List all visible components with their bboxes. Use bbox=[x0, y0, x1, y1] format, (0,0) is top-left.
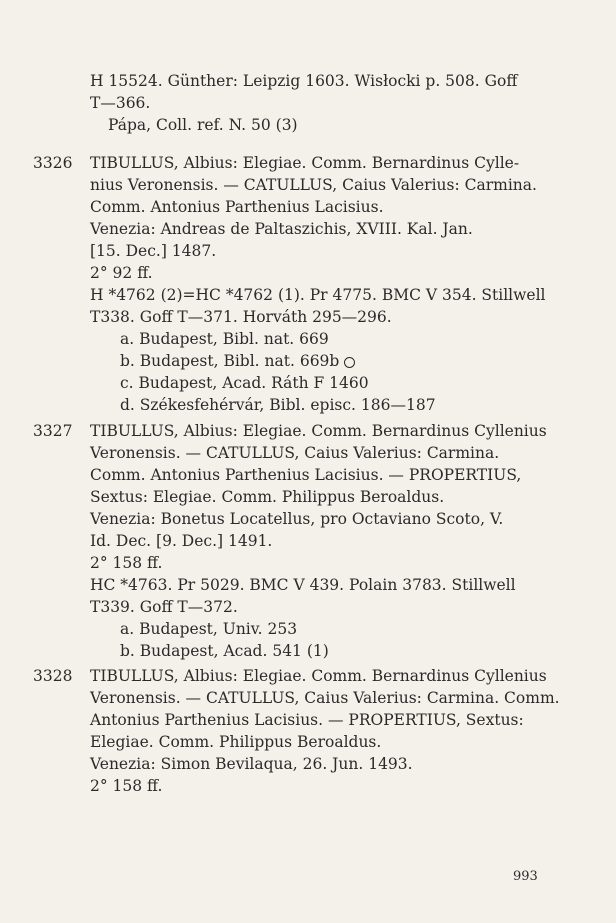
entry-line: Veronensis. — CATULLUS, Caius Valerius: Carmina. bbox=[90, 444, 500, 462]
entry-line: H *4762 (2)=HC *4762 (1). Pr 4775. BMC V 354. Stillwell bbox=[90, 286, 546, 304]
entry-3326 bbox=[90, 152, 546, 416]
copy-line: a. Budapest, Bibl. nat. 669 bbox=[120, 330, 329, 348]
entry-line: nius Veronensis. — CATULLUS, Caius Valerius: Carmina. bbox=[90, 176, 537, 194]
copy-line: c. Budapest, Acad. Ráth F 1460 bbox=[120, 374, 369, 392]
page-number: 993 bbox=[513, 869, 538, 884]
entry-line: 2° 158 ff. bbox=[90, 554, 163, 572]
entry-line: 2° 92 ff. bbox=[90, 264, 153, 282]
copy-line: b. Budapest, Acad. 541 (1) bbox=[120, 642, 329, 660]
circle-icon bbox=[344, 357, 355, 368]
entry-line: T339. Goff T—372. bbox=[90, 598, 238, 616]
entry-number: 3328 bbox=[33, 667, 73, 685]
entry-line: T338. Goff T—371. Horváth 295—296. bbox=[90, 308, 392, 326]
copy-line bbox=[90, 350, 540, 372]
copy-line: d. Székesfehérvár, Bibl. episc. 186—187 bbox=[120, 396, 436, 414]
entry-line: Id. Dec. [9. Dec.] 1491. bbox=[90, 532, 273, 550]
entry-line: H 15524. Günther: Leipzig 1603. Wisłocki p. 508. Goff bbox=[90, 72, 518, 90]
entry-line: Venezia: Andreas de Paltaszichis, XVIII. Kal. Jan. bbox=[90, 220, 473, 238]
entry-line: Veronensis. — CATULLUS, Caius Valerius: Carmina. Comm. bbox=[90, 689, 560, 707]
entry-line: Comm. Antonius Parthenius Lacisius. — PROPERTIUS, bbox=[90, 466, 522, 484]
entry-3328 bbox=[90, 665, 560, 797]
entry-line: TIBULLUS, Albius: Elegiae. Comm. Bernardinus Cyllenius bbox=[90, 667, 547, 685]
entry-line: T—366. bbox=[90, 94, 151, 112]
entry-3327 bbox=[90, 420, 547, 662]
entry-line: Elegiae. Comm. Philippus Beroaldus. bbox=[90, 733, 382, 751]
entry-line: [15. Dec.] 1487. bbox=[90, 242, 217, 260]
entry-line: HC *4763. Pr 5029. BMC V 439. Polain 3783. Stillwell bbox=[90, 576, 516, 594]
entry-line: Antonius Parthenius Lacisius. — PROPERTIUS, Sextus: bbox=[90, 711, 524, 729]
entry-line: Sextus: Elegiae. Comm. Philippus Beroaldus. bbox=[90, 488, 445, 506]
copy-line: a. Budapest, Univ. 253 bbox=[120, 620, 298, 638]
entry-line: Venezia: Simon Bevilaqua, 26. Jun. 1493. bbox=[90, 755, 413, 773]
entry-line: TIBULLUS, Albius: Elegiae. Comm. Bernardinus Cylle- bbox=[90, 154, 520, 172]
entry-line: Venezia: Bonetus Locatellus, pro Octaviano Scoto, V. bbox=[90, 510, 504, 528]
entry-number: 3327 bbox=[33, 422, 73, 440]
entry-line: Comm. Antonius Parthenius Lacisius. bbox=[90, 198, 384, 216]
copy-text: b. Budapest, Bibl. nat. 669b bbox=[120, 352, 340, 370]
entry-line: Pápa, Coll. ref. N. 50 (3) bbox=[108, 116, 298, 134]
entry-continuation bbox=[90, 70, 540, 136]
entry-line: TIBULLUS, Albius: Elegiae. Comm. Bernardinus Cyllenius bbox=[90, 422, 547, 440]
entry-number: 3326 bbox=[33, 154, 73, 172]
entry-line: 2° 158 ff. bbox=[90, 777, 163, 795]
